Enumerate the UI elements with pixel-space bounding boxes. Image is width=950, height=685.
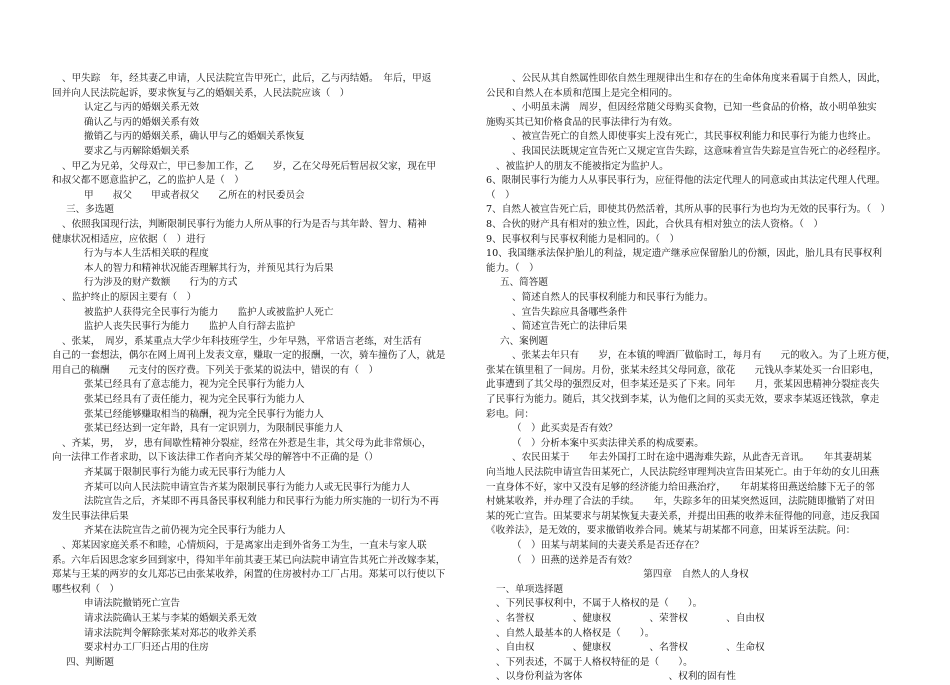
text-line: 申请法院撤销死亡宣告 (84, 598, 180, 610)
text-line: 8、合伙的财产具有相对的独立性，因此，合伙具有相对独立的法人资格。（ ） (486, 218, 824, 230)
text-line: 回并向人民法院起诉，要求恢复与乙的婚姻关系，人民法院应该（ ） (52, 87, 350, 99)
text-line: 请求法院确认王某与李某的婚姻关系无效 (84, 612, 257, 624)
text-line: 、被宣告死亡的自然人即使事实上没有死亡，其民事权利能力和民事行为能力也终止。 (512, 131, 877, 143)
text-line: 某的死亡宣告。田某要求与胡某恢复夫妻关系，并提出田燕的收养未征得他的同意，违反我国 (486, 510, 880, 522)
text-line: 9、民事权利与民事权利能力是相同的。（ ） (486, 233, 680, 245)
text-line: 齐某属于限制民事行为能力或无民事行为能力人 (84, 467, 286, 479)
text-line: 、张某， 周岁，系某重点大学少年科技班学生，少年早熟，平常语言老练，对生活有 (62, 335, 422, 347)
text-line: 6、限制民事行为能力人从事民事行为，应征得他的法定代理人的同意或由其法定代理人代理。 (486, 175, 886, 187)
text-line: 齐某在法院宣告之前仍视为完全民事行为能力人 (84, 525, 286, 537)
text-line: 、简述宣告死亡的法律后果 (512, 321, 628, 333)
text-line: 向当地人民法院申请宣告田某死亡，人民法院经审理判决宣告田某死亡。由于年幼的女儿田燕 (486, 467, 880, 479)
text-line: 三、多选题 (66, 204, 114, 216)
text-line: 公民和自然人在本质和范围上是完全相同的。 (486, 87, 678, 99)
left-column (52, 72, 472, 670)
text-line: 、依照我国现行法，判断限制民事行为能力人所从事的行为是否与其年龄、智力、精神 (62, 218, 427, 230)
text-line: 确认乙与丙的婚姻关系有效 (84, 116, 200, 128)
text-line: 张某在镇里租了一间房。月份，张某未经其父母同意，欲花 元钱从李某处买一台旧彩电， (486, 364, 880, 376)
text-line: 、农民田某于 年去外国打工时在途中遇海难失踪，从此杳无音讯。 年其妻胡某 (512, 452, 872, 464)
text-line: 哪些权利（ ） (52, 583, 120, 595)
text-line: 要求村办工厂归还占用的住房 (84, 642, 209, 654)
text-line: 、张某去年只有 岁，在本镇的啤酒厂做临时工，每月有 元的收入。为了上班方便， (512, 350, 896, 362)
text-line: 、以身份利益为客体 、权利的固有性 (496, 671, 736, 683)
text-line: 系。六年后因思念家乡回到家中，得知半年前其妻王某已向法院申请宣告其死亡并改嫁李某， (52, 554, 446, 566)
text-line: 、甲失踪 年，经其妻乙申请，人民法院宣告甲死亡，此后，乙与丙结婚。 年后，甲返 (62, 73, 432, 84)
text-line: 、小明虽未满 周岁，但因经常随父母购买食物，已知一些食品的价格，故小明单独实 (512, 102, 877, 114)
text-line: 施购买其已知价格食品的民事法律行为有效。 (486, 116, 678, 128)
text-line: 、下列民事权利中，不属于人格权的是（ ）。 (496, 598, 703, 610)
text-line: 、下列表述，不属于人格权特征的是（ ）。 (496, 656, 693, 668)
text-line: 、齐某，男， 岁，患有间歇性精神分裂症，经常在外惹是生非，其父母为此非常烦心， (62, 437, 432, 449)
text-line: 用自己的稿酬 元支付的医疗费。下列关于张某的说法中，错误的有（ ） (52, 364, 379, 376)
text-line: 健康状况相适应，应依据（ ）进行 (52, 233, 206, 245)
text-line: 、简述自然人的民事权利能力和民事行为能力。 (512, 291, 714, 303)
text-line: 7、自然人被宣告死亡后，即使其仍然活着，其所从事的民事行为也均为无效的民事行为。（ ） (486, 204, 891, 216)
text-line: 、宣告失踪应具备哪些条件 (512, 306, 628, 318)
text-line: 自己的一套想法，偶尔在网上周刊上发表文章，赚取一定的报酬，一次，骑车撞伤了人，就是 (52, 350, 446, 362)
text-line: 张某已经能够赚取相当的稿酬，视为完全民事行为能力人 (84, 408, 324, 420)
text-line: 一、单项选择题 (496, 583, 564, 595)
text-line: （ ）此买卖是否有效？ (512, 423, 618, 435)
text-line: （ ） (486, 189, 515, 201)
text-line: 、名誉权 、健康权 、荣誉权 、自由权 (496, 612, 765, 624)
text-line: 认定乙与丙的婚姻关系无效 (84, 102, 200, 114)
text-line: 、公民从其自然属性即依自然生理规律出生和存在的生命体角度来看属于自然人，因此， (512, 73, 887, 84)
text-line: 、自然人最基本的人格权是（ ）。 (496, 627, 655, 639)
text-line: 本人的智力和精神状况能否理解其行为，并预见其行为后果 (84, 262, 334, 274)
text-line: 行为与本人生活相关联的程度 (84, 248, 209, 260)
text-line: 、我国民法既规定宣告死亡又规定宣告失踪，这意味着宣告失踪是宣告死亡的必经程序。 (512, 145, 887, 157)
text-line: 了民事行为能力。随后，其父找到李某，认为他们之间的买卖无效，要求李某返还钱款，拿走 (486, 394, 880, 406)
text-line: 、被监护人的朋友不能被指定为监护人。 (496, 160, 669, 172)
text-line: 郑某与王某的两岁的女儿郑芯已由张某收养，闲置的住房被村办工厂占用。郑某可以行使以下 (52, 569, 446, 581)
text-line: 、郑某因家庭关系不和睦，心情烦闷，于是离家出走到外省务工为生，一直未与家人联 (62, 540, 427, 551)
text-line: 法院宣告之后，齐某即不再具备民事权利能力和民事行为能力所实施的一切行为不再 (84, 496, 439, 508)
text-line: （ ）田某与胡某间的夫妻关系是否还存在？ (512, 540, 704, 551)
text-line: 此事遭到了其父母的强烈反对，但李某还是买了下来。同年 月，张某因患精神分裂症丧失 (486, 379, 880, 391)
text-line: 要求乙与丙解除婚姻关系 (84, 145, 190, 157)
text-line: 10、我国继承法保护胎儿的利益，规定遗产继承应保留胎儿的份额，因此，胎儿具有民事权利 (486, 248, 882, 260)
text-line: 、监护终止的原因主要有（ ） (62, 291, 197, 303)
text-line: 、甲乙为兄弟，父母双亡，甲已参加工作，乙 岁，乙在父母死后暂居叔父家，现在甲 (62, 160, 437, 172)
text-line: 、自由权 、健康权 、名誉权 、生命权 (496, 642, 765, 654)
text-line: 和叔父都不愿意监护乙，乙的监护人是（ ） (52, 175, 244, 187)
right-column (486, 72, 906, 685)
text-line: 村姚某收养，并办理了合法的手续。 年，失踪多年的田某突然返回，法院随即撤销了对田 (486, 496, 875, 508)
text-line: 第四章 自然人的人身权 (643, 569, 749, 581)
text-line: 五、简答题 (500, 277, 548, 289)
text-line: （ ）分析本案中买卖法律关系的构成要素。 (512, 437, 704, 449)
text-line: （ ）田燕的送养是否有效？ (512, 554, 637, 566)
text-line: 张某已经具有了责任能力，视为完全民事行为能力人 (84, 394, 305, 406)
text-line: 能力。（ ） (486, 262, 539, 274)
text-line: 撤销乙与丙的婚姻关系，确认甲与乙的婚姻关系恢复 (84, 131, 305, 143)
text-line: 向一法律工作者求助，以下该法律工作者向齐某父母的解答中不正确的是（） (52, 452, 379, 464)
text-line: 一直身体不好，家中又没有足够的经济能力给田燕治疗， 年胡某将田燕送给膝下无子的邻 (486, 481, 875, 493)
text-line: 齐某可以向人民法院申请宣告齐某为限制民事行为能力人或无民事行为能力人 (84, 481, 411, 493)
text-line: 发生民事法律后果 (52, 510, 129, 522)
text-line: 被监护人获得完全民事行为能力 监护人或被监护人死亡 (84, 306, 334, 318)
text-line: 行为涉及的财产数额 行为的方式 (84, 277, 238, 289)
text-line: 张某已经具有了意志能力，视为完全民事行为能力人 (84, 379, 305, 391)
text-line: 请求法院判令解除张某对郑芯的收养关系 (84, 627, 257, 639)
text-line: 张某已经达到一定年龄，具有一定识别力，为限制民事能力人 (84, 423, 344, 435)
text-line: 六、案例题 (500, 335, 548, 347)
text-line: 监护人丧失民事行为能力 监护人自行辞去监护 (84, 321, 296, 333)
text-line: 彩电。问： (486, 408, 534, 420)
text-line: 《收养法》，是无效的，要求撤销收养合同。姚某与胡某都不同意，田某诉至法院。问： (486, 525, 856, 537)
text-line: 四、判断题 (66, 656, 114, 668)
text-line: 甲 叔父 甲或者叔父 乙所在的村民委员会 (84, 189, 305, 201)
